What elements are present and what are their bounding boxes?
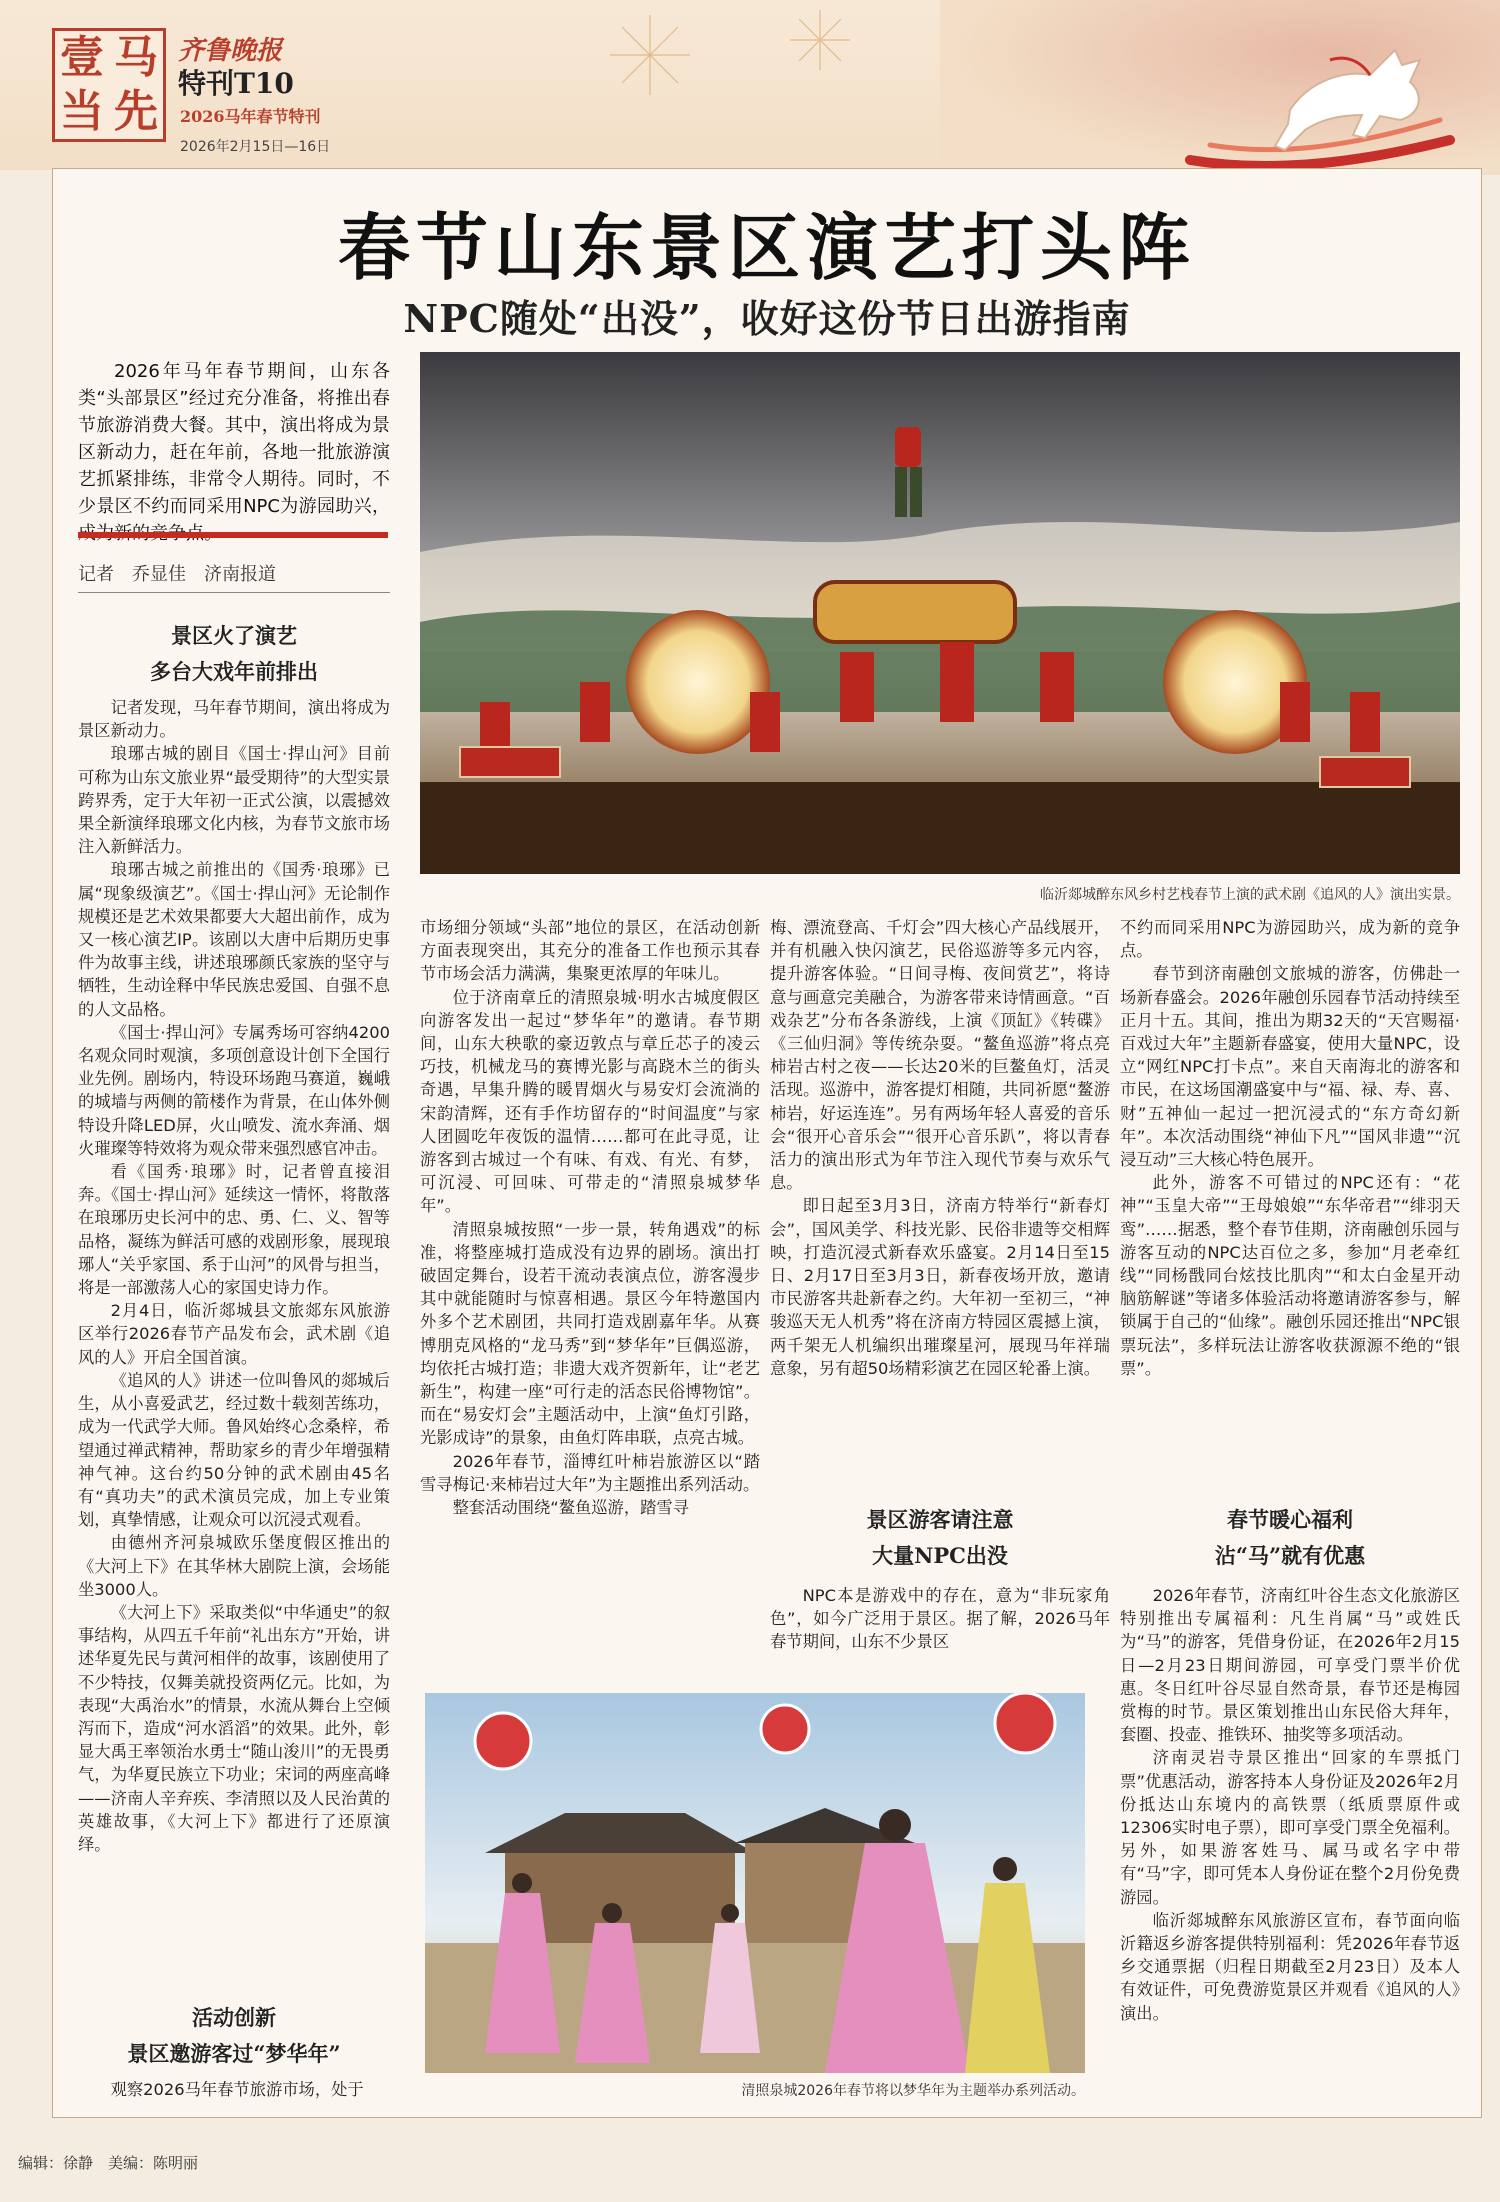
paragraph: 2026年春节，淄博红叶柿岩旅游区以“踏雪寻梅记·来柿岩过大年”为主题推出系列活动。 xyxy=(420,1451,760,1494)
masthead xyxy=(0,0,1500,170)
byline: 记者 乔显佳 济南报道 xyxy=(78,560,390,593)
paragraph: 记者发现，马年春节期间，演出将成为景区新动力。 xyxy=(78,698,390,741)
paragraph: 春节到济南融创文旅城的游客，仿佛赴一场新春盛会。2026年融创乐园春节活动持续至正月十五。其间，推出为期32天的“天宫赐福·百戏过大年”主题新春盛宴，使用大量NPC，设立“网红NPC打卡点”。来自天南海北的游客和市民，在这场国潮盛宴中与“福、禄、寿、喜、财”五神仙一起过一把沉浸式的“东方奇幻新年”。本次活动围绕“神仙下凡”“国风非遗”“沉浸互动”三大核心特色展开。 xyxy=(1120,964,1460,1170)
paragraph: 此外，游客不可错过的NPC还有：“花神”“玉皇大帝”“王母娘娘”“东华帝君”“绯羽天鸾”……据悉，整个春节佳期，济南融创乐园与游客互动的NPC达百位之多，参加“月老牵红线”“同杨戬同台炫技比肌肉”“和太白金星开动脑筋解谜”等诸多体验活动将邀请游客参与，解锁属于自己的“仙缘”。融创乐园还推出“NPC银票玩法”，多样玩法让游客收获源源不绝的“银票”。 xyxy=(1120,1173,1460,1378)
section-heading-line: 活动创新 xyxy=(192,2005,276,2030)
column-4-benefits-text xyxy=(1120,1584,1460,2025)
section-heading xyxy=(78,618,390,690)
photo-martial-arts-drama-image xyxy=(420,352,1460,874)
article-subheadline: NPC随处“出没”，收好这份节日出游指南 xyxy=(403,296,1131,341)
article-headline: 春节山东景区演艺打头阵 xyxy=(337,205,1196,290)
paragraph: 《大河上下》采取类似“中华通史”的叙事结构，从四五千年前“礼出东方”开始，讲述华夏先民与黄河相伴的故事，该剧使用了不少特技，仅舞美就投资两亿元。比如，为表现“大禹治水”的情景，水流从舞台上空倾泻而下，造成“河水滔滔”的效果。此外，彰显大禹王率领治水勇士“随山浚川”的无畏勇气，为华夏民族立下功业；宋词的两座高峰——济南人辛弃疾、李清照以及人民治黄的英雄故事，《大河上下》都进行了还原演绎。 xyxy=(78,1602,390,1854)
paragraph: 2月4日，临沂郯城县文旅郯东风旅游区举行2026春节产品发布会，武术剧《追风的人》开启全国首演。 xyxy=(78,1301,390,1367)
seal-char: 壹 xyxy=(60,32,104,83)
column-2-text xyxy=(420,916,760,1519)
paragraph: 2026年春节，济南红叶谷生态文化旅游区特别推出专属福利：凡生肖属“马”或姓氏为“马”的游客，凭借身份证，在2026年2月15日—2月23日期间游园，可享受门票半价优惠。冬日红叶谷尽显自然奇景，春节还是梅园赏梅的时节。景区策划推出山东民俗大拜年，套圈、投壶、推铁环、抽奖等多项活动。 xyxy=(1120,1586,1460,1745)
paragraph: 整套活动围绕“鳌鱼巡游，踏雪寻 xyxy=(452,1498,689,1518)
seal-char: 先 xyxy=(114,86,158,137)
paragraph: 《国士·捍山河》专属秀场可容纳4200名观众同时观演，多项创意设计创下全国行业先例。剧场内，特设环场跑马赛道，巍峨的城墙与两侧的箭楼作为背景，在山体外侧特设升降LED屏，火山喷发、流水奔涌、烟火璀璨等特效将为观众带来强烈感官冲击。 xyxy=(78,1022,390,1158)
lead-divider xyxy=(78,532,388,538)
section-heading-line: 景区邀游客过“梦华年” xyxy=(127,2041,341,2066)
paragraph: 梅、漂流登高、千灯会”四大核心产品线展开，并有机融入快闪演艺，民俗巡游等多元内容，提升游客体验。“日间寻梅、夜间赏艺”，将诗意与画意完美融合，为游客带来诗情画意。“百戏杂艺”分布各条游线，上演《顶缸》《转碟》《三仙归洞》等传统杂耍。“鳌鱼巡游”将点亮柿岩古村之夜——长达20米的巨鳌鱼灯，活灵活现。巡游中，游客提灯相随，共同祈愿“鳌游柿岩，好运连连”。另有两场年轻人喜爱的音乐会“很开心音乐会”“很开心音乐趴”，将以青春活力的演出形式为年节注入现代节奏与欢乐气息。 xyxy=(770,918,1110,1193)
horse-illustration xyxy=(1170,20,1470,180)
paragraph: 临沂郯城醉东风旅游区宣布，春节面向临沂籍返乡游客提供特别福利：凭2026年春节返乡交通票据（归程日期截至2月23日）及本人有效证件，可免费游览景区并观看《追风的人》演出。 xyxy=(1120,1910,1460,2023)
lead-paragraph: 2026年马年春节期间，山东各类“头部景区”经过充分准备，将推出春节旅游消费大餐。其中，演出将成为景区新动力，赶在年前，各地一批旅游演艺抓紧排练，非常令人期待。同时，不少景区不约而同采用NPC为游园助兴， xyxy=(78,361,390,517)
paragraph: 琅琊古城之前推出的《国秀·琅琊》已属“现象级演艺”。《国士·捍山河》无论制作规模还是艺术效果都要大大超出前作，成为又一核心演艺IP。该剧以大唐中后期历史事件为故事主线，讲述琅琊颜氏家族的坚守与牺牲，生动诠释中华民族忠爱国、自强不息的人文品格。 xyxy=(78,860,390,1019)
issue-date: 2026年2月15日—16日 xyxy=(180,139,331,155)
paragraph: 《追风的人》讲述一位叫鲁风的郯城后生，从小喜爱武艺，经过数十载刻苦练功，成为一代武学大师。鲁风始终心念桑梓，希望通过禅武精神，帮助家乡的青少年增强精神气神。这台约50分钟的武术剧由45名有“真功夫”的武术演员完成，加上专业策划，真挚情感，让观众可以沉浸式观看。 xyxy=(78,1370,390,1530)
special-edition-subtitle: 2026马年春节特刊 xyxy=(180,107,321,126)
seal-char: 马 xyxy=(114,32,158,83)
paragraph: 即日起至3月3日，济南方特举行“新春灯会”，国风美学、科技光影、民俗非遗等交相辉映，打造沉浸式新春欢乐盛宴。2月14日至15日、2月17日至3月3日，新春夜场开放，邀请市民游客共赴新春之约。大年初一至初三，“神骏巡天无人机秀”将在济南方特园区震撼上演，两千架无人机编织出璀璨星河，展现马年祥瑞意象，另有超50场精彩演艺在园区轮番上演。 xyxy=(770,1196,1110,1378)
section-heading xyxy=(1120,1502,1460,1574)
special-edition-label: 特刊T10 xyxy=(178,67,294,100)
paragraph: 位于济南章丘的清照泉城·明水古城度假区向游客发出一起过“梦华年”的邀请。春节期间，山东大秧歌的豪迈敦点与章丘芯子的凌云巧技，机械龙马的赛博光影与高跷木兰的街头奇遇，早集升腾的暖胃烟火与易安灯会流淌的宋韵清辉，还有手作坊留存的“时间温度”与家人团圆吃年夜饭的温情……都可在此寻觅，让游客到古城过一个有味、有戏、有光、有梦，可沉浸、可回味、可带走的“清照泉城梦华年”。 xyxy=(420,987,760,1216)
paragraph: NPC本是游戏中的存在，意为“非玩家角色”，如今广泛用于景区。据了解，2026马年春节期间，山东不少景区 xyxy=(770,1586,1110,1652)
newspaper-brand: 齐鲁晚报 xyxy=(178,36,283,66)
paragraph: 市场细分领域“头部”地位的景区，在活动创新方面表现突出，其充分的准备工作也预示其春节市场会活力满满，集聚更浓厚的年味儿。 xyxy=(420,918,760,984)
section-heading-line: 景区游客请注意 xyxy=(866,1507,1014,1532)
article-lead xyxy=(78,358,390,547)
masthead-seal xyxy=(52,28,166,142)
column-3-npc-text xyxy=(770,1584,1110,1654)
column-3-text xyxy=(770,916,1110,1380)
section-heading-line: 景区火了演艺 xyxy=(171,623,297,648)
section-heading-line: 春节暖心福利 xyxy=(1227,1507,1353,1532)
column-4-text xyxy=(1120,916,1460,1380)
column-1-tail xyxy=(78,2078,390,2101)
section-heading-line: 沾“马”就有优惠 xyxy=(1214,1543,1366,1568)
paragraph: 不约而同采用NPC为游园助兴，成为新的竞争点。 xyxy=(1120,918,1460,961)
seal-char: 当 xyxy=(60,86,104,137)
photo-caption: 临沂郯城醉东风乡村艺栈春节上演的武术剧《追风的人》演出实景。 xyxy=(1040,887,1460,903)
paragraph: 观察2026马年春节旅游市场，处于 xyxy=(110,2080,364,2099)
editor-credits: 编辑：徐静 美编：陈明丽 xyxy=(18,2154,199,2172)
section-heading-line: 多台大戏年前排出 xyxy=(150,659,318,684)
fireworks-decoration xyxy=(560,0,980,150)
column-1-text xyxy=(78,696,390,1856)
paragraph: 琅琊古城的剧目《国士·捍山河》目前可称为山东文旅业界“最受期待”的大型实景跨界秀，定于大年初一正式公演，以震撼效果全新演绎琅琊文化内核，为春节文旅市场注入新鲜活力。 xyxy=(78,744,390,857)
photo-qingzhao-town xyxy=(425,1693,1085,2073)
section-heading xyxy=(770,1502,1110,1574)
paragraph: 由德州齐河泉城欧乐堡度假区推出的《大河上下》在其华林大剧院上演，会场能坐3000人。 xyxy=(78,1533,390,1599)
photo-qingzhao-town-image xyxy=(425,1693,1085,2073)
paragraph: 看《国秀·琅琊》时，记者曾直接泪奔。《国士·捍山河》延续这一情怀，将散落在琅琊历史长河中的忠、勇、仁、义、智等品格，凝练为鲜活可感的戏剧形象，展现琅琊人“关乎家国、系于山河”的风骨与担当，将是一部激荡人心的家国史诗力作。 xyxy=(78,1162,390,1298)
photo-martial-arts-drama xyxy=(420,352,1460,874)
paragraph: 清照泉城按照“一步一景，转角遇戏”的标准，将整座城打造成没有边界的剧场。演出打破固定舞台，设若干流动表演点位，游客漫步其中就能随时与惊喜相遇。景区今年特邀国内外多个艺术剧团，共同打造戏剧嘉年华。从赛博朋克风格的“龙马秀”到“梦华年”巨偶巡游，均依托古城打造；非遗大戏齐贺新年，让“老艺新生”，构建一座“可行走的活态民俗博物馆”。而在“易安灯会”主题活动中，上演“鱼灯引路，光影成诗”的景象，由鱼灯阵串联，点亮古城。 xyxy=(420,1219,760,1448)
section-heading xyxy=(78,2000,390,2072)
section-heading-line: 大量NPC出没 xyxy=(872,1543,1008,1568)
paragraph: 济南灵岩寺景区推出“回家的车票抵门票”优惠活动，游客持本人身份证及2026年2月份抵达山东境内的高铁票（纸质票原件或12306实时电子票），即可享受门票全免福利。另外，如果游客姓马、属马或名字中带有“马”字，即可凭本人身份证在整个2月份免费游园。 xyxy=(1120,1748,1460,1907)
photo-caption: 清照泉城2026年春节将以梦华年为主题举办系列活动。 xyxy=(741,2083,1085,2099)
